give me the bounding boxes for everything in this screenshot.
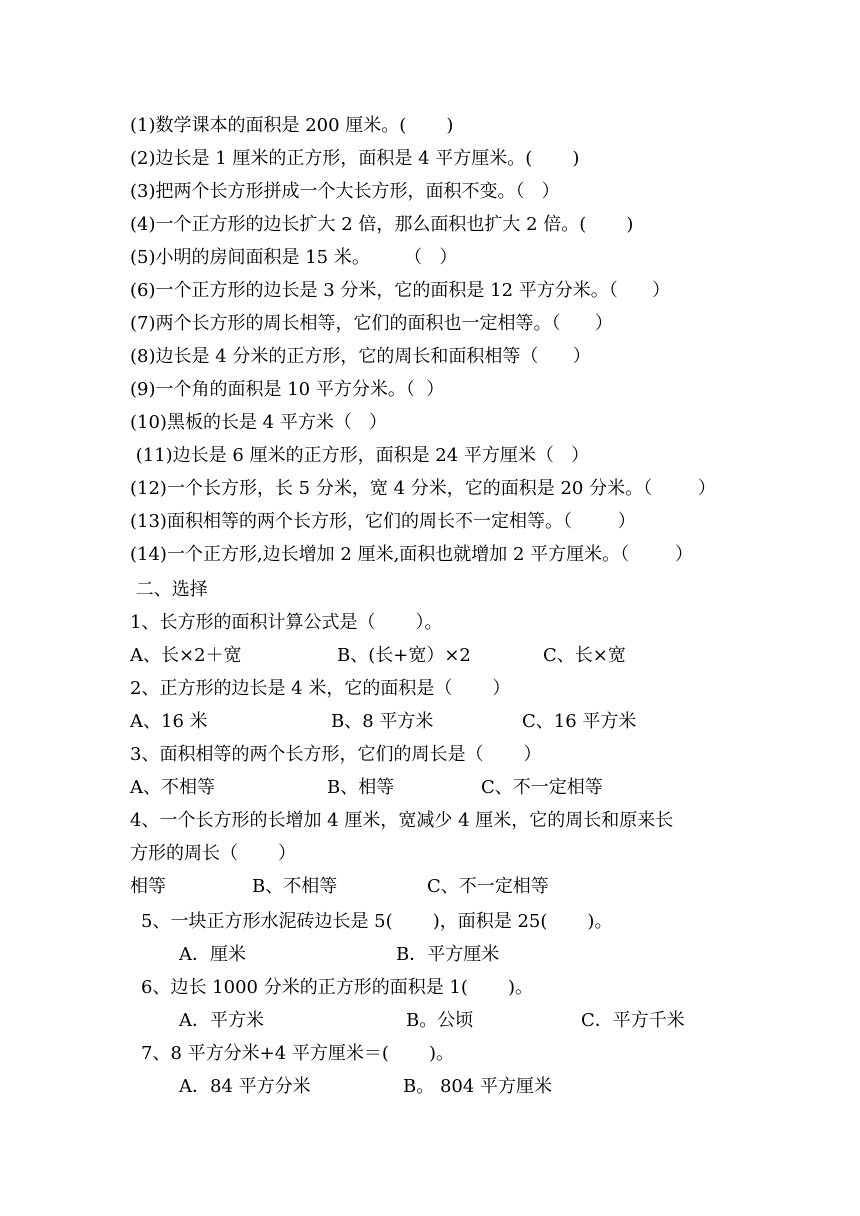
choice-6-option-a: A．平方米 (179, 1010, 264, 1031)
choice-question-4-line2: 方形的周长（ ） (130, 843, 297, 864)
judgement-item-7: (7)两个长方形的周长相等，它们的面积也一定相等。（ ） (130, 313, 613, 334)
judgement-item-2: (2)边长是 1 厘米的正方形，面积是 4 平方厘米。( ) (130, 148, 580, 169)
judgement-item-8: (8)边长是 4 分米的正方形，它的周长和面积相等（ ） (130, 346, 591, 367)
judgement-item-3: (3)把两个长方形拼成一个大长方形，面积不变。（ ） (130, 181, 560, 202)
choice-question-5: 5、一块正方形水泥砖边长是 5( )，面积是 25( )。 (141, 911, 613, 932)
judgement-item-6: (6)一个正方形的边长是 3 分米，它的面积是 12 平方分米。（ ） (130, 280, 671, 301)
choice-2-option-b: B、8 平方米 (331, 711, 434, 732)
judgement-item-4: (4)一个正方形的边长扩大 2 倍，那么面积也扩大 2 倍。( ) (130, 214, 634, 235)
choice-1-option-b: B、(长+宽）×2 (337, 645, 471, 666)
choice-3-option-c: C、不一定相等 (481, 777, 603, 798)
choice-5-option-a: A．厘米 (179, 944, 246, 965)
choice-2-option-a: A、16 米 (130, 711, 208, 732)
choice-2-option-c: C、16 平方米 (522, 711, 637, 732)
choice-7-option-b: B。 804 平方厘米 (403, 1076, 553, 1097)
judgement-item-10: (10)黑板的长是 4 平方米（ ） (130, 412, 388, 433)
judgement-item-1: (1)数学课本的面积是 200 厘米。( ) (130, 115, 454, 136)
choice-6-option-c: C．平方千米 (581, 1010, 685, 1031)
choice-question-2: 2、正方形的边长是 4 米，它的面积是（ ） (130, 678, 511, 699)
choice-6-option-b: B。公顷 (406, 1010, 474, 1031)
choice-1-option-a: A、长×2＋宽 (130, 645, 242, 666)
choice-question-6: 6、边长 1000 分米的正方形的面积是 1( )。 (141, 977, 533, 998)
judgement-item-13: (13)面积相等的两个长方形，它们的周长不一定相等。（ ） (130, 511, 636, 532)
choice-4-option-c: C、不一定相等 (427, 876, 549, 897)
judgement-item-11: (11)边长是 6 厘米的正方形，面积是 24 平方厘米（ ） (130, 445, 590, 466)
choice-7-option-a: A．84 平方分米 (179, 1076, 311, 1097)
choice-question-7: 7、8 平方分米+4 平方厘米＝( )。 (141, 1043, 454, 1064)
choice-question-1: 1、长方形的面积计算公式是（ ）。 (130, 612, 443, 633)
choice-4-option-a: 相等 (130, 876, 166, 897)
choice-4-option-b: B、不相等 (252, 876, 338, 897)
choice-1-option-c: C、长×宽 (543, 645, 626, 666)
judgement-item-9: (9)一个角的面积是 10 平方分米。（ ） (130, 379, 445, 400)
choice-question-3: 3、面积相等的两个长方形，它们的周长是（ ） (130, 744, 542, 765)
choice-question-4-line1: 4、一个长方形的长增加 4 厘米，宽减少 4 厘米，它的周长和原来长 (130, 810, 674, 831)
choice-3-option-b: B、相等 (327, 777, 395, 798)
choice-5-option-b: B．平方厘米 (396, 944, 500, 965)
judgement-item-14: (14)一个正方形,边长增加 2 厘米,面积也就增加 2 平方厘米。（ ） (130, 544, 693, 565)
judgement-item-12: (12)一个长方形，长 5 分米，宽 4 分米，它的面积是 20 分米。（ ） (130, 478, 716, 499)
section-title-choice: 二、选择 (130, 579, 208, 600)
judgement-item-5: (5)小明的房间面积是 15 米。 （ ） (130, 247, 458, 268)
choice-3-option-a: A、不相等 (130, 777, 215, 798)
